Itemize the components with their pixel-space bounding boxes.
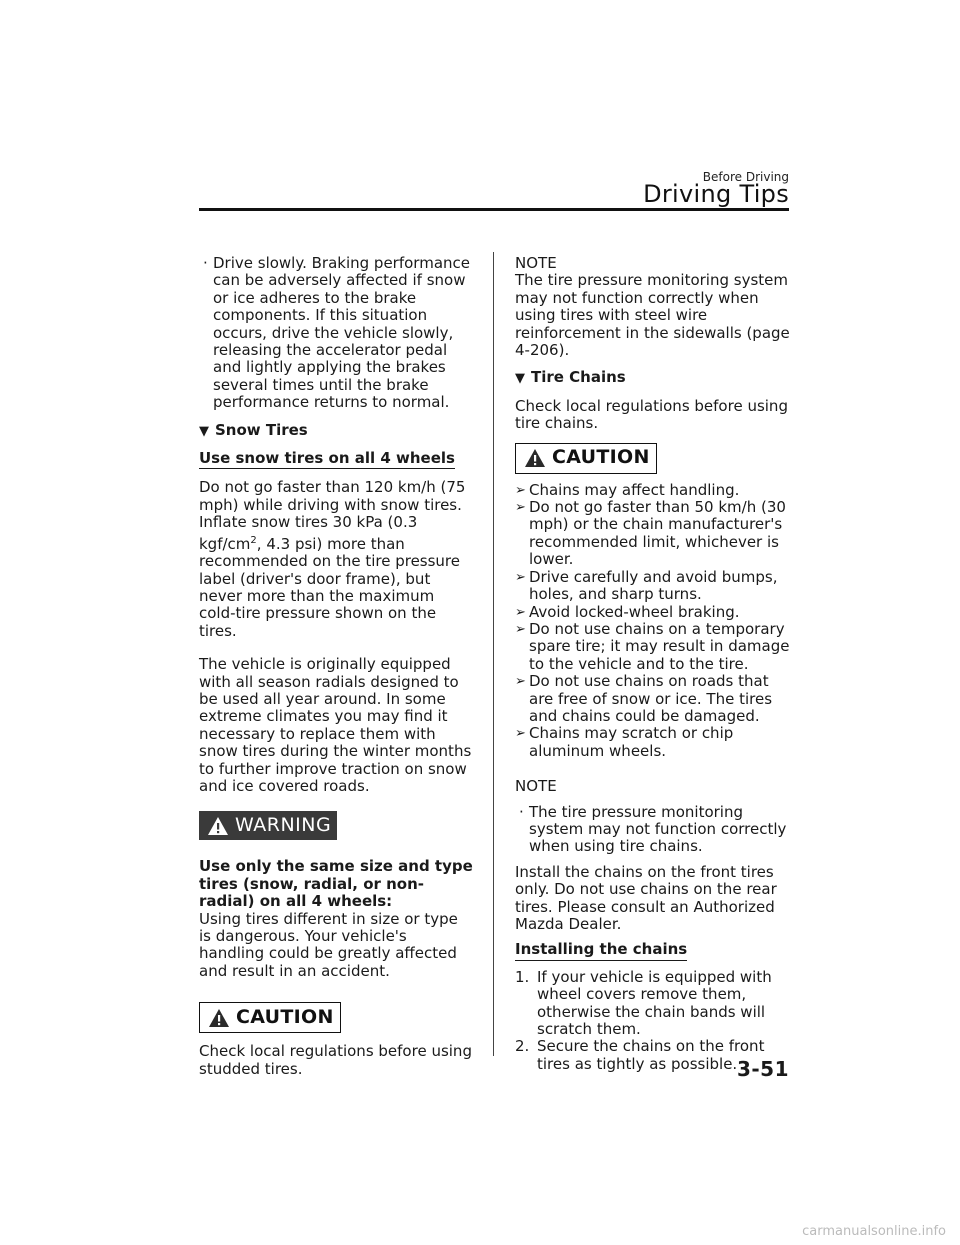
note-item	[515, 804, 791, 856]
step-number: 2.	[515, 1037, 530, 1056]
speed-paragraph-sup: 2	[250, 534, 257, 546]
step-text: Secure the chains on the front tires as tightly as possible.	[537, 1037, 765, 1073]
right-column	[515, 255, 791, 1073]
left-column	[199, 255, 474, 1078]
arrow-bullet-icon: ➢	[515, 621, 526, 637]
note-item-text: The tire pressure monitoring system may not function correctly when using tire chains.	[529, 802, 787, 856]
arrow-bullet-icon: ➢	[515, 482, 526, 498]
list-item: ➢ Do not go faster than 50 km/h (30 mph) or the chain manufacturer's recommended limit, whichever is lower.	[515, 498, 786, 569]
caution-banner-wrap-right	[515, 443, 791, 474]
speed-paragraph	[199, 479, 474, 640]
caution-text: Check local regulations before using studded tires.	[199, 1042, 472, 1078]
page-number: 3-51	[736, 1057, 789, 1081]
snow-tires-heading	[199, 422, 474, 440]
step-number: 1.	[515, 967, 530, 986]
alert-triangle-icon	[524, 448, 546, 468]
arrow-bullet-icon: ➢	[515, 674, 526, 690]
caution-banner	[199, 1002, 341, 1033]
check-regulations-text: Check local regulations before using tire chains.	[515, 396, 788, 433]
step-item	[515, 969, 791, 1039]
warning-banner	[199, 811, 337, 840]
speed-paragraph-b: , 4.3 psi) more than recommended on the tire pressure label (driver's door frame), but never more than the maximum cold-tire pressure shown on the tires.	[199, 534, 460, 640]
list-item: ➢ Chains may affect handling.	[515, 480, 740, 499]
list-item: ➢ Drive carefully and avoid bumps, holes, and sharp turns.	[515, 567, 778, 604]
tire-chains-heading	[515, 369, 791, 387]
triangle-down-icon: ▼	[199, 423, 209, 439]
list-item: ➢ Do not use chains on roads that are free of snow or ice. The tires and chains could be damaged.	[515, 672, 773, 725]
dot-bullet: ·	[519, 802, 524, 821]
alert-triangle-icon	[207, 816, 229, 836]
column-divider	[493, 252, 494, 1056]
header-section-title: Before Driving	[702, 170, 789, 184]
note-label: NOTE	[515, 254, 557, 272]
warning-text: Using tires different in size or type is dangerous. Your vehicle's handling could be greatly affected and result in an accident.	[199, 909, 458, 980]
arrow-bullet-icon: ➢	[515, 500, 526, 516]
drive-slowly-text: Drive slowly. Braking performance can be adversely affected if snow or ice adheres to the brake components. If this situation occurs, drive the vehicle slowly, releasing the accelerator pedal and lightly applying the brakes several times until the brake performance returns to normal.	[213, 254, 470, 412]
snow-tires-heading-text: Snow Tires	[215, 420, 308, 439]
use-snow-tires-heading: Use snow tires on all 4 wheels	[199, 450, 455, 469]
list-item: ➢ Do not use chains on a temporary spare tire; it may result in damage to the vehicle and to the tire.	[515, 619, 790, 673]
note-text: The tire pressure monitoring system may not function correctly when using tires with steel wire reinforcement in the sidewalls (page 4-206).	[515, 271, 790, 360]
drive-slowly-item	[199, 255, 474, 412]
note-label: NOTE	[515, 777, 557, 796]
caution-banner	[515, 443, 657, 474]
dot-bullet: ·	[203, 254, 208, 272]
triangle-down-icon: ▼	[515, 371, 525, 387]
install-paragraph: Install the chains on the front tires only. Do not use chains on the rear tires. Please consult an Authorized Mazda Dealer.	[515, 862, 777, 933]
arrow-bullet-icon: ➢	[515, 604, 526, 620]
arrow-bullet-icon: ➢	[515, 569, 526, 585]
speed-paragraph-a: Do not go faster than 120 km/h (75 mph) while driving with snow tires. Inflate snow tires 30 kPa (0.3 kgf/cm	[199, 478, 466, 553]
arrow-bullet-icon: ➢	[515, 726, 526, 742]
list-item: ➢ Avoid locked-wheel braking.	[515, 602, 740, 621]
watermark: carmanualsonline.info	[802, 1224, 946, 1239]
warning-bold-text: Use only the same size and type tires (snow, radial, or non-radial) on all 4 wheels:	[199, 857, 473, 911]
warning-label: WARNING	[235, 814, 332, 837]
caution-label: CAUTION	[236, 1006, 334, 1029]
installing-chains-heading: Installing the chains	[515, 941, 687, 960]
header-rule	[199, 208, 789, 211]
header-chapter-title: Driving Tips	[643, 180, 789, 208]
list-item: ➢ Chains may scratch or chip aluminum wheels.	[515, 724, 734, 760]
caution-label: CAUTION	[552, 446, 650, 469]
warning-banner-wrap	[199, 811, 474, 840]
caution-banner-wrap-left	[199, 1002, 474, 1033]
equipped-paragraph: The vehicle is originally equipped with all season radials designed to be used all year around. In some extreme climates you may find it necessary to replace them with snow tires during the winter months to further improve traction on snow and ice covered roads.	[199, 655, 472, 795]
tire-chains-heading-text: Tire Chains	[531, 368, 626, 387]
step-text: If your vehicle is equipped with wheel covers remove them, otherwise the chain bands will scratch them.	[537, 967, 772, 1039]
caution-list	[515, 482, 791, 761]
alert-triangle-icon	[208, 1008, 230, 1028]
